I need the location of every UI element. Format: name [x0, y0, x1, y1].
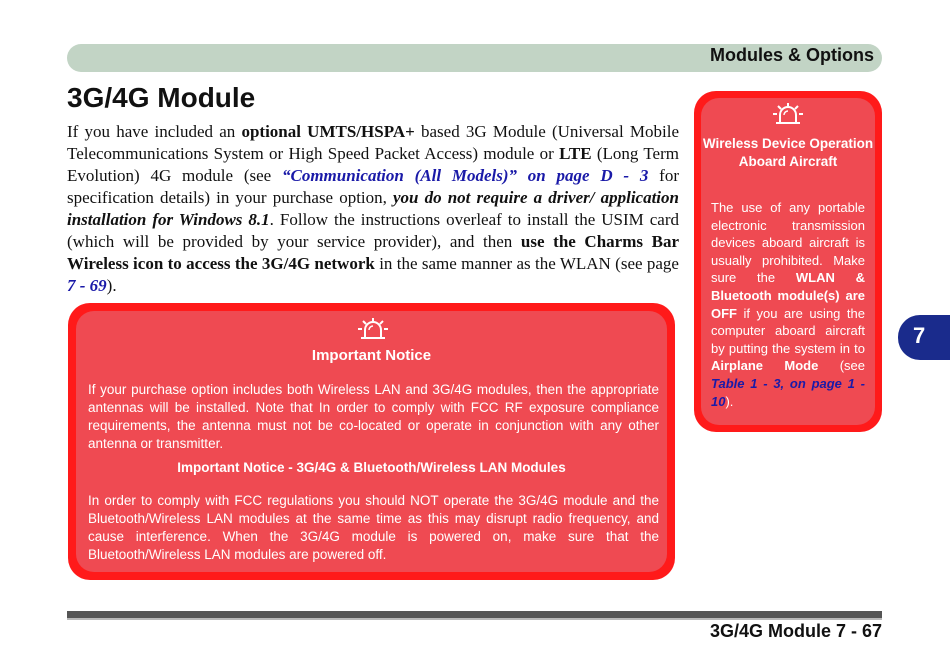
important-notice-text-2: In order to comply with FCC regulations you should NOT operate the 3G/4G module and the Bluetooth/Wireless LAN modules at the same time as this may disrupt radio frequency, and cause interference. When the 3G/4G module is powered on, make sure that the Bluetooth/Wireless LAN modules are powered off.	[88, 493, 659, 562]
important-notice-text: If your purchase option includes both Wireless LAN and 3G/4G modules, then the appropriate antennas will be installed. Note that In order to comply with FCC RF exposure compliance requirements, the antenna must not be co-located or operate in conjunction with any other antenna or transmitter.	[88, 382, 659, 451]
page-footer: 3G/4G Module 7 - 67	[709, 621, 882, 641]
section-title: Modules & Options	[710, 45, 874, 65]
aircraft-notice-text: The use of any portable electronic transmission devices aboard aircraft is usually prohibited. Make sure the WLAN & Bluetooth module(s) are OFF if you are using the computer aboard aircraft by putting the system in to Airplane Mode (see Table 1 - 3, on page 1 - 10).	[711, 200, 865, 409]
chapter-number: 7	[913, 323, 926, 348]
intro-paragraph: If you have included an optional UMTS/HSPA+ based 3G Module (Universal Mobile Telecommunications System or High Speed Packet Access) module or LTE (Long Term Evolution) 4G module (see “Communication (All Models)” on page D - 3 for specification details) in your purchase option, you do not require a driver/ application installation for Windows 8.1. Follow the instructions overleaf to install the USIM card (which will be provided by your service provider), and then use the Charms Bar Wireless icon to access the 3G/4G network in the same manner as the WLAN (see page 7 - 69).	[67, 122, 680, 295]
table-reference-link[interactable]: Table 1 - 3, on page 1 - 10	[711, 375, 865, 409]
footer-rule	[67, 611, 882, 618]
wlan-page-link[interactable]: 7 - 69	[67, 276, 107, 295]
page-title: 3G/4G Module	[67, 82, 256, 113]
important-notice-title: Important Notice	[311, 347, 432, 364]
aircraft-notice-box	[701, 98, 875, 425]
communication-spec-link[interactable]: “Communication (All Models)” on page D - 3	[281, 166, 649, 185]
footer-rule-shadow	[67, 618, 882, 620]
aircraft-notice-title: Wireless Device Operation Aboard Aircraft	[702, 136, 874, 169]
important-notice-box	[76, 311, 667, 572]
alarm-bell-icon	[771, 102, 805, 128]
alarm-bell-icon	[356, 317, 390, 343]
important-notice-subtitle: Important Notice - 3G/4G & Bluetooth/Wireless LAN Modules	[177, 460, 566, 475]
